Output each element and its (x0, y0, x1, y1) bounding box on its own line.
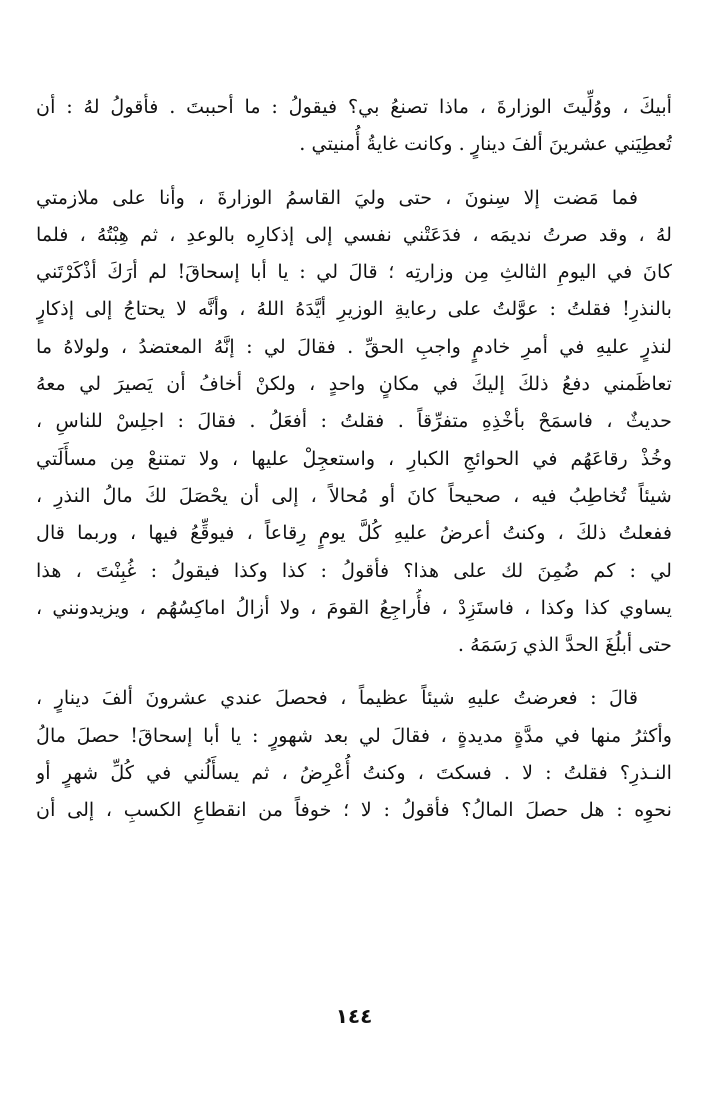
text-line: لنذرٍ عليهِ في أمرِ خادمٍ واجبِ الحقِّ . فقالَ لي : إنَّهُ المعتضدُ ، ولولاهُ ما (36, 334, 672, 358)
text-line: النـذرِ؟ فقلتُ : لا . فسكتَ ، وكنتُ أُعْرِضُ ، ثم يسأَلُني في كُلِّ شهرٍ أو (36, 761, 672, 785)
text-line: أبيكَ ، ووُلِّيتَ الوزارةَ ، ماذا تصنعُ بي؟ فيقولُ : ما أحببتَ . فأقولُ لهُ : أن (36, 95, 672, 118)
text-line: نحوِه : هل حصلَ المالُ؟ فأقولُ : لا ؛ خوفاً من انقطاعِ الكسبِ ، إلى أن (36, 798, 672, 822)
text-line: فما مَضت إلا سِنونَ ، حتى وليَ القاسمُ الوزارةَ ، وأنا على ملازمتي (36, 185, 638, 209)
text-line: حتى أبلُغَ الحدَّ الذي رَسَمَهُ . (457, 633, 672, 657)
text-line: بالنذرِ! فقلتُ : عوَّلتُ على رعايةِ الوزيرِ أيَّدَهُ اللهُ ، وأنَّه لا يحتاجُ إلى إذكارٍ (36, 297, 672, 321)
text-line: لهُ ، وقد صرتُ نديمَه ، فدَعَتْني نفسي إلى إذكارِه بالوعدِ ، ثم هِبْتُهُ ، فلما (36, 222, 672, 246)
paragraph-1 (36, 88, 672, 163)
text-line: كانَ في اليومِ الثالثِ مِن وزارتِه ؛ قالَ لي : يا أبا إسحاقَ! لم أرَكَ أذْكَرْتَني (36, 260, 672, 284)
text-line: لي : كم ضُمِنَ لك على هذا؟ فأقولُ : كذا وكذا فيقولُ : غُبِنْتَ ، هذا (36, 558, 672, 582)
text-line: يساوي كذا وكذا ، فاستَزِدْ ، فأُراجِعُ القومَ ، ولا أزالُ اماكِسُهُم ، ويزيدونني ، (36, 595, 672, 619)
text-line: تُعطِيَني عشرينَ ألفَ دينارٍ . وكانت غايةُ أُمنيتي . (299, 132, 672, 156)
paragraph-3 (36, 679, 672, 828)
text-line: وخُذْ رقاعَهُم في الحوائجِ الكبارِ ، واستعجِلْ عليها ، ولا تمتنعْ مِن مسأَلَتي (36, 446, 672, 470)
text-line: وأكثرُ منها في مدَّةٍ مديدةٍ ، فقالَ لي بعد شهورٍ : يا أبا إسحاقَ! حصلَ مالُ (36, 723, 672, 747)
body-text (36, 88, 672, 829)
text-line: قالَ : فعرضتُ عليهِ شيئاً عظيماً ، فحصلَ عندي عشرونَ ألفَ دينارٍ ، (36, 686, 638, 710)
page-number: ١٤٤ (335, 1004, 373, 1028)
text-line: ففعلتُ ذلكَ ، وكنتُ أعرضُ عليهِ كُلَّ يومٍ رِقاعاً ، فيوقِّعُ فيها ، وربما قال (36, 521, 672, 545)
text-line: شيئاً تُخاطِبُ فيه ، صحيحاً كانَ أو مُحالاً ، إلى أن يحْصَلَ لكَ مالُ النذرِ ، (36, 483, 672, 507)
text-line: تعاظَمني دفعُ ذلكَ إليكَ في مكانٍ واحدٍ ، ولكنْ أخافُ أن يَصيرَ لي معهُ (36, 372, 672, 396)
text-line: حديثٌ ، فاسمَحْ بأخْذِهِ متفرِّقاً . فقلتُ : أفعَلُ . فقالَ : اجلِسْ للناسِ ، (36, 409, 672, 433)
paragraph-2 (36, 179, 672, 664)
